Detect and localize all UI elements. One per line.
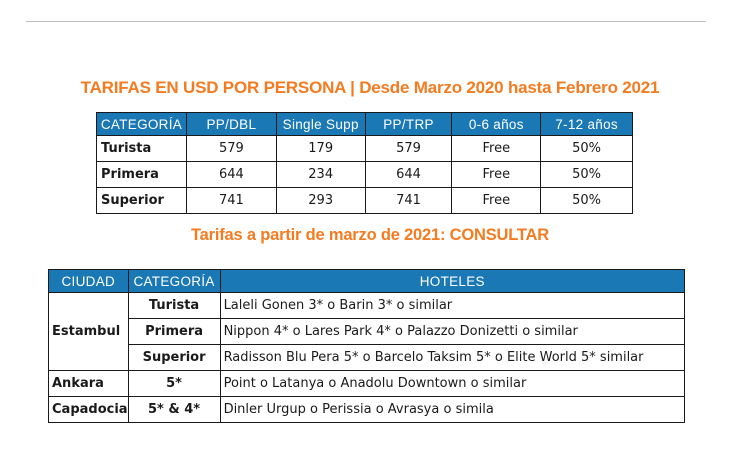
hotel-cell: Radisson Blu Pera 5* o Barcelo Taksim 5* o Elite World 5* similar xyxy=(220,345,684,371)
single-supp-cell: 234 xyxy=(276,162,365,188)
hotel-cell: Nippon 4* o Lares Park 4* o Palazzo Donizetti o similar xyxy=(220,319,684,345)
header-categoria: CATEGORÍA xyxy=(128,270,220,293)
category-cell: Superior xyxy=(128,345,220,371)
top-divider xyxy=(26,21,706,22)
rates-title: TARIFAS EN USD POR PERSONA | Desde Marzo 2020 hasta Febrero 2021 xyxy=(80,78,660,97)
table-row xyxy=(97,188,633,214)
category-cell: Turista xyxy=(97,136,187,162)
category-cell: 5* & 4* xyxy=(128,397,220,423)
hotels-header-row xyxy=(49,270,685,293)
city-cell: Ankara xyxy=(49,371,129,397)
header-hoteles: HOTELES xyxy=(220,270,684,293)
kids-0-6-cell: Free xyxy=(452,136,541,162)
pp-dbl-cell: 644 xyxy=(186,162,276,188)
table-row xyxy=(49,319,685,345)
city-cell: Estambul xyxy=(49,293,129,371)
hotel-cell: Point o Latanya o Anadolu Downtown o similar xyxy=(220,371,684,397)
header-kids-0-6: 0-6 años xyxy=(452,113,541,136)
header-pp-trp: PP/TRP xyxy=(365,113,452,136)
consult-note: Tarifas a partir de marzo de 2021: CONSULTAR xyxy=(191,226,549,244)
table-row xyxy=(97,136,633,162)
header-single-supp: Single Supp xyxy=(276,113,365,136)
table-row xyxy=(49,397,685,423)
pp-trp-cell: 579 xyxy=(365,136,452,162)
kids-0-6-cell: Free xyxy=(452,188,541,214)
hotel-cell: Laleli Gonen 3* o Barin 3* o similar xyxy=(220,293,684,319)
pp-trp-cell: 741 xyxy=(365,188,452,214)
kids-0-6-cell: Free xyxy=(452,162,541,188)
header-pp-dbl: PP/DBL xyxy=(186,113,276,136)
category-cell: Turista xyxy=(128,293,220,319)
hotel-cell: Dinler Urgup o Perissia o Avrasya o simila xyxy=(220,397,684,423)
pp-trp-cell: 644 xyxy=(365,162,452,188)
category-cell: Superior xyxy=(97,188,187,214)
category-cell: Primera xyxy=(128,319,220,345)
table-row xyxy=(97,162,633,188)
hotels-table xyxy=(48,269,685,423)
table-row xyxy=(49,345,685,371)
single-supp-cell: 293 xyxy=(276,188,365,214)
kids-7-12-cell: 50% xyxy=(541,162,633,188)
rates-table xyxy=(96,112,633,214)
table-row xyxy=(49,293,685,319)
category-cell: Primera xyxy=(97,162,187,188)
header-ciudad: CIUDAD xyxy=(49,270,129,293)
rates-header-row xyxy=(97,113,633,136)
city-cell: Capadocia xyxy=(49,397,129,423)
header-categoria: CATEGORÍA xyxy=(97,113,187,136)
header-kids-7-12: 7-12 años xyxy=(541,113,633,136)
category-cell: 5* xyxy=(128,371,220,397)
pp-dbl-cell: 579 xyxy=(186,136,276,162)
kids-7-12-cell: 50% xyxy=(541,188,633,214)
pp-dbl-cell: 741 xyxy=(186,188,276,214)
kids-7-12-cell: 50% xyxy=(541,136,633,162)
single-supp-cell: 179 xyxy=(276,136,365,162)
table-row xyxy=(49,371,685,397)
